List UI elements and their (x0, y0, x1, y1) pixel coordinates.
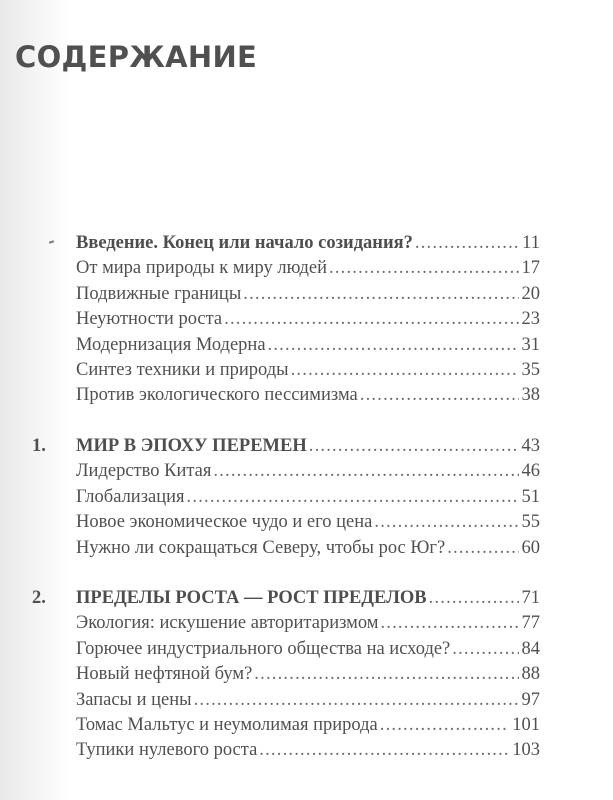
toc-entry-title: Синтез техники и природы (76, 360, 289, 380)
toc-page-number: 101 (512, 715, 540, 735)
toc-page-number: 20 (521, 284, 540, 304)
dot-leader (429, 586, 519, 610)
toc-entry[interactable] (76, 383, 540, 407)
toc-entry[interactable] (76, 459, 540, 483)
dot-leader (452, 637, 518, 661)
toc-entry-title: Против экологического пессимизма (76, 385, 358, 405)
dot-leader (187, 485, 519, 509)
toc-entry-title: Неуютности роста (76, 309, 223, 329)
toc-entry[interactable] (76, 536, 540, 560)
toc-entry-title: Тупики нулевого роста (76, 740, 258, 760)
toc-chapter-heading[interactable] (76, 434, 540, 458)
toc-entry-title: Нужно ли сокращаться Северу, чтобы рос Юг? (76, 538, 446, 558)
toc-entry[interactable] (76, 662, 540, 686)
toc-entry-title: Подвижные границы (76, 284, 242, 304)
dot-leader (380, 611, 518, 635)
dot-leader (415, 231, 519, 255)
toc-entry-title: Лидерство Китая (76, 461, 212, 481)
toc-page-number: 31 (521, 335, 540, 355)
toc-entry[interactable] (76, 485, 540, 509)
toc-entry-title: Томас Мальтус и неумолимая природа (76, 715, 378, 735)
dot-leader (291, 358, 519, 382)
toc-entry-title: Новый нефтяной бум? (76, 664, 253, 684)
toc-intro-heading[interactable] (76, 231, 540, 255)
dot-leader (329, 256, 519, 280)
dot-leader (447, 536, 518, 560)
toc-page-number: 35 (521, 360, 540, 380)
toc-entry[interactable] (76, 307, 540, 331)
toc-entry-title: От мира природы к миру людей (76, 258, 327, 278)
dot-leader (374, 510, 518, 534)
page-title: СОДЕРЖАНИЕ (15, 40, 258, 74)
chapter-number: 2. (32, 588, 46, 608)
toc-entry-title: Новое экономическое чудо и его цена (76, 512, 373, 532)
toc-page-number: 23 (521, 309, 540, 329)
toc-entry-title: Введение. Конец или начало созидания? (76, 233, 413, 253)
toc-page-number: 84 (521, 639, 540, 659)
chapter-number: 1. (32, 436, 46, 456)
toc-page-number: 97 (521, 690, 540, 710)
dot-leader (213, 459, 518, 483)
toc-entry-title: Экология: искушение авторитаризмом (76, 613, 379, 633)
toc-entry[interactable] (76, 510, 540, 534)
toc-entry[interactable] (76, 637, 540, 661)
dot-leader (268, 333, 519, 357)
toc-entry-title: Модернизация Модерна (76, 335, 266, 355)
dot-leader (194, 688, 519, 712)
toc-entry[interactable] (76, 738, 540, 762)
toc-page-number: 55 (521, 512, 540, 532)
toc-entry[interactable] (76, 713, 540, 737)
toc-page-number: 51 (521, 487, 540, 507)
dot-leader (380, 713, 510, 737)
toc-page-number: 103 (512, 740, 540, 760)
toc-entry-title: ПРЕДЕЛЫ РОСТА — РОСТ ПРЕДЕЛОВ (76, 588, 427, 608)
toc-entry[interactable] (76, 688, 540, 712)
dot-leader (243, 282, 518, 306)
toc-entry[interactable] (76, 333, 540, 357)
toc-page-number: 71 (521, 588, 540, 608)
toc-page-number: 88 (521, 664, 540, 684)
toc-page-number: 60 (521, 538, 540, 558)
toc-entry[interactable] (76, 611, 540, 635)
page-gutter-shadow (0, 0, 70, 800)
dot-leader (360, 383, 519, 407)
toc-entry-title: Глобализация (76, 487, 185, 507)
toc-page-number: 38 (521, 385, 540, 405)
toc-chapter-heading[interactable] (76, 586, 540, 610)
toc-entry-title: Запасы и цены (76, 690, 192, 710)
dot-leader (309, 434, 519, 458)
toc-page-number: 11 (522, 233, 540, 253)
toc-page-number: 43 (521, 436, 540, 456)
toc-page-number: 17 (521, 258, 540, 278)
dot-leader (254, 662, 518, 686)
toc-entry-title: МИР В ЭПОХУ ПЕРЕМЕН (76, 436, 307, 456)
toc-entry[interactable] (76, 282, 540, 306)
toc-page-number: 46 (521, 461, 540, 481)
toc-entry[interactable] (76, 358, 540, 382)
toc-entry[interactable] (76, 256, 540, 280)
dot-leader (224, 307, 518, 331)
dot-leader (259, 738, 509, 762)
toc-page-number: 77 (521, 613, 540, 633)
toc-entry-title: Горючее индустриального общества на исходе? (76, 639, 451, 659)
